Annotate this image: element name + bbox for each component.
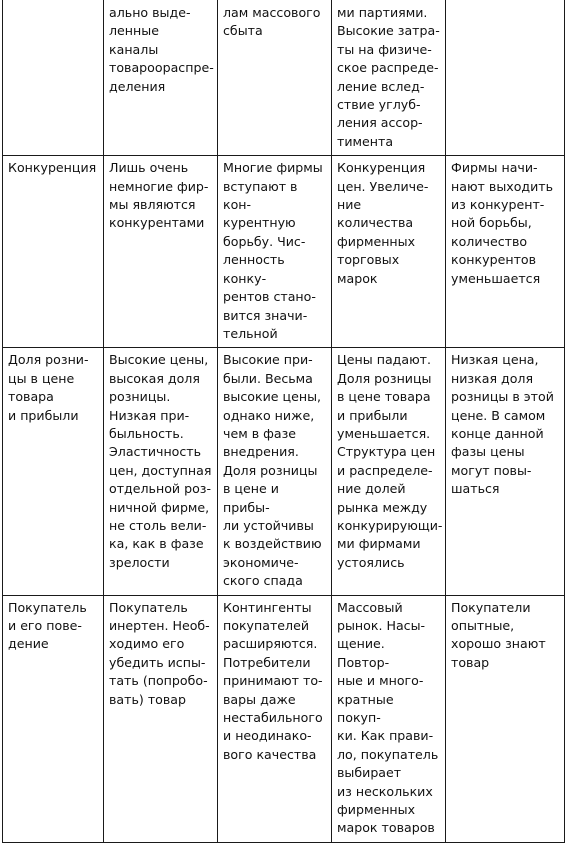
row-label-cell: Покупатель и его пове- дение <box>3 595 104 842</box>
table-row <box>3 0 565 156</box>
table-cell: Высокие при- были. Весьма высокие цены, однако ниже, чем в фазе внедрения. Доля розницы в цене и прибы- ли устойчивы к воздействию экономиче- ского спада <box>218 348 332 595</box>
table-cell <box>446 0 565 156</box>
table-cell: Конкуренция цен. Увеличе- ние количества фирменных торговых марок <box>332 156 446 348</box>
table-row <box>3 595 565 842</box>
table-cell: Покупатель инертен. Необ- ходимо его убедить испы- тать (попробо- вать) товар <box>104 595 218 842</box>
table-cell: Массовый рынок. Насы- щение. Повтор- ные и много- кратные покуп- ки. Как прави- ло, покупатель выбирает из нескольких фирменных марок товаров <box>332 595 446 842</box>
table-cell: ми партиями. Высокие затра- ты на физиче- ское распреде- ление вслед- ствие углуб- ления ассор- тимента <box>332 0 446 156</box>
row-label-cell <box>3 0 104 156</box>
document-page <box>2 0 564 836</box>
table-cell: Покупатели опытные, хорошо знают товар <box>446 595 565 842</box>
table-cell: Многие фирмы вступают в кон- курентную борьбу. Чис- ленность конку- рентов стано- вится значи- тельной <box>218 156 332 348</box>
table-cell: Контингенты покупателей расширяются. Потребители принимают то- вары даже нестабильного и неодинако- вого качества <box>218 595 332 842</box>
table-row <box>3 156 565 348</box>
table-cell: лам массового сбыта <box>218 0 332 156</box>
lifecycle-table <box>2 0 565 843</box>
row-label-cell: Конкуренция <box>3 156 104 348</box>
table-cell: Низкая цена, низкая доля розницы в этой цене. В самом конце данной фазы цены могут повы- шаться <box>446 348 565 595</box>
table-cell: ально выде- ленные каналы товароораспре- деления <box>104 0 218 156</box>
table-cell: Лишь очень немногие фир- мы являются конкурентами <box>104 156 218 348</box>
row-label-cell: Доля розни- цы в цене товара и прибыли <box>3 348 104 595</box>
table-cell: Высокие цены, высокая доля розницы. Низкая при- быльность. Эластичность цен, доступная отдельной роз- ничной фирме, не столь вели- ка, как в фазе зрелости <box>104 348 218 595</box>
table-row <box>3 348 565 595</box>
table-cell: Фирмы начи- нают выходить из конкурент- ной борьбы, количество конкурентов уменьшается <box>446 156 565 348</box>
table-cell: Цены падают. Доля розницы в цене товара и прибыли уменьшается. Структура цен и распределе- ние долей рынка между конкурирующи- ми фирмами устоялись <box>332 348 446 595</box>
